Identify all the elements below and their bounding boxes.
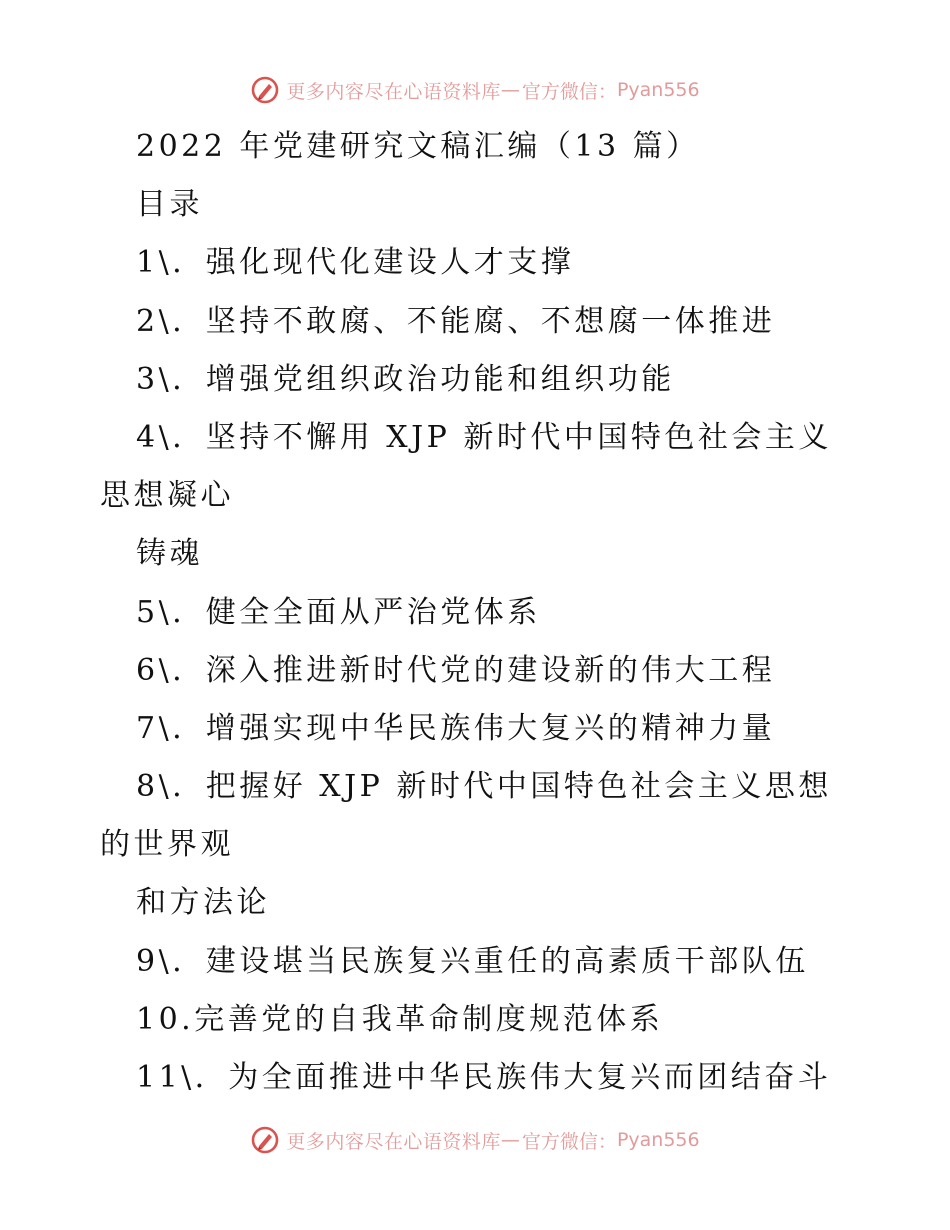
document-title: 2022 年党建研究文稿汇编（13 篇） [136, 129, 700, 164]
document-body [0, 118, 950, 1107]
toc-item-4-continued-2: 铸魂 [136, 536, 203, 572]
toc-item-4-continued: 思想凝心 [100, 478, 234, 514]
toc-item-9: 9\．建设堪当民族复兴重任的高素质干部队伍 [136, 943, 809, 979]
watermark-wechat-id: Pyan556 [616, 79, 700, 101]
toc-item-6: 6\．深入推进新时代党的建设新的伟大工程 [136, 652, 776, 688]
toc-item-2: 2\．坚持不敢腐、不能腐、不想腐一体推进 [136, 303, 776, 339]
toc-heading: 目录 [136, 187, 203, 223]
watermark-dash: — [500, 1129, 520, 1151]
toc-item-11: 11\．为全面推进中华民族伟大复兴而团结奋斗 [136, 1060, 832, 1095]
watermark-wechat-label: 官方微信： [521, 1130, 617, 1153]
toc-item-8-continued-2: 和方法论 [136, 885, 270, 921]
toc-item-4: 4\．坚持不懈用 XJP 新时代中国特色社会主义 [136, 419, 832, 455]
footer-watermark [0, 1122, 950, 1158]
toc-item-8-continued: 的世界观 [100, 827, 234, 863]
pen-logo-icon [250, 1125, 280, 1155]
watermark-dash: — [500, 79, 520, 101]
header-watermark [0, 72, 950, 108]
toc-item-10: 10.完善党的自我革命制度规范体系 [136, 1001, 664, 1037]
watermark-wechat-label: 官方微信： [521, 80, 617, 103]
toc-item-1: 1\．强化现代化建设人才支撑 [136, 245, 575, 281]
watermark-main-text: 更多内容尽在心语资料库 [286, 80, 501, 103]
pen-logo-icon [250, 75, 280, 105]
toc-item-3: 3\．增强党组织政治功能和组织功能 [136, 361, 675, 397]
toc-item-5: 5\．健全全面从严治党体系 [136, 594, 541, 630]
watermark-main-text: 更多内容尽在心语资料库 [286, 1130, 501, 1153]
watermark-wechat-id: Pyan556 [616, 1129, 700, 1151]
toc-item-7: 7\．增强实现中华民族伟大复兴的精神力量 [136, 710, 776, 746]
toc-item-8: 8\．把握好 XJP 新时代中国特色社会主义思想 [136, 769, 832, 805]
